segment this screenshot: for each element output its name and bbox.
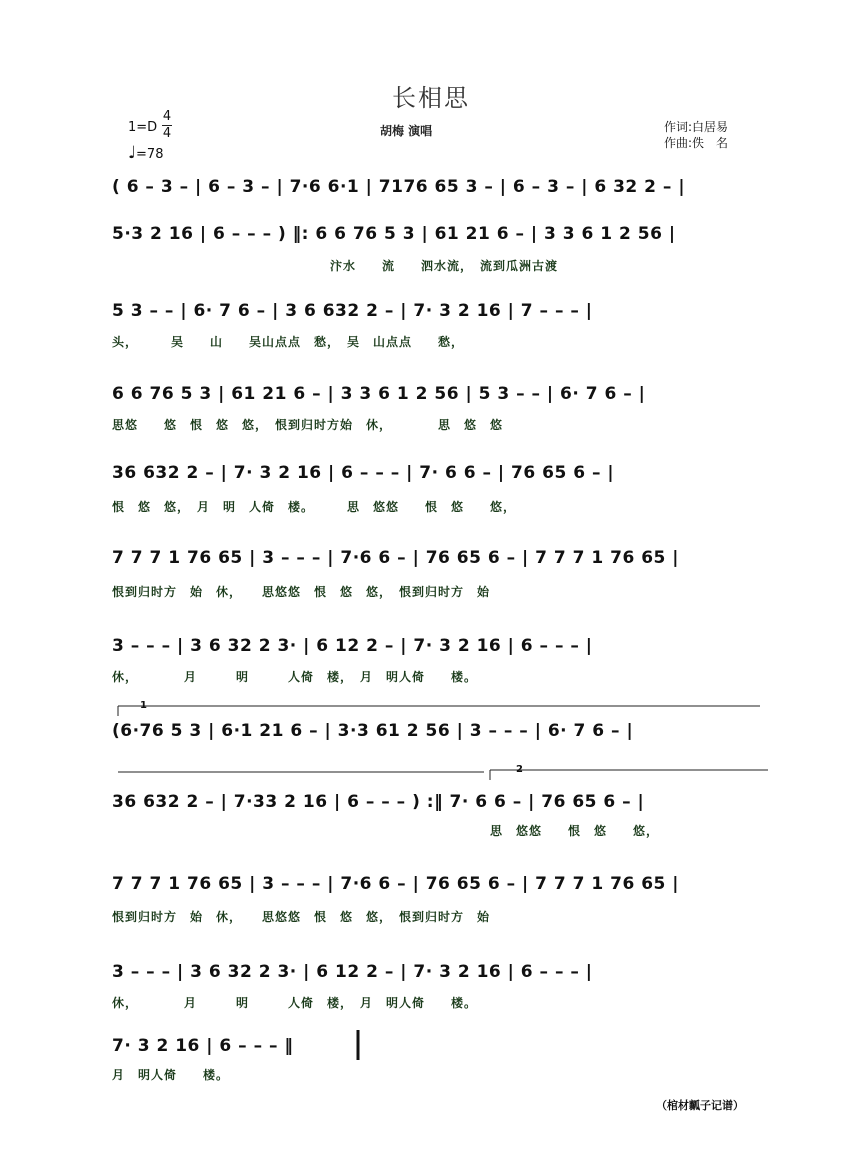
score-row-11: 3 – – – | 3 6 32 2 3· | 6 12 2 – | 7· 3 2 16 | 6 – – – | — [112, 962, 593, 982]
score-row-1: ( 6 – 3 – | 6 – 3 – | 7·6 6·1 | 7176 65 3 – | 6 – 3 – | 6 32 2 – | — [112, 177, 686, 197]
score-row-4: 6 6 76 5 3 | 61 21 6 – | 3 3 6 1 2 56 | 5 3 – – | 6· 7 6 – | — [112, 384, 646, 404]
lyric-row-4: 思悠 悠 恨 悠 悠， 恨到归时方始 休， 思 悠 悠 — [112, 418, 504, 432]
lyric-row-3: 头， 吴 山 吴山点点 愁， 吴 山点点 愁， — [112, 335, 465, 349]
lyric-row-6: 恨到归时方 始 休， 思悠悠 恨 悠 悠， 恨到归时方 始 — [112, 585, 491, 599]
quarter-note-icon: ♩ — [128, 143, 137, 163]
score-row-9: 36 632 2 – | 7·33 2 16 | 6 – – – ) :‖ 7· 6 6 – | 76 65 6 – | — [112, 792, 645, 812]
page-title: 长相思 — [392, 84, 470, 112]
score-row-2: 5·3 2 16 | 6 – – – ) ‖: 6 6 76 5 3 | 61 21 6 – | 3 3 6 1 2 56 | — [112, 224, 676, 244]
volta-2-bracket — [490, 770, 768, 780]
volta-2-label: 2 — [516, 764, 523, 775]
tempo-value: =78 — [136, 147, 164, 162]
volta-1-label: 1 — [140, 700, 147, 711]
lyric-row-10: 恨到归时方 始 休， 思悠悠 恨 悠 悠， 恨到归时方 始 — [112, 910, 491, 924]
volta-1-bracket — [118, 706, 760, 716]
score-row-10: 7 7 7 1 76 65 | 3 – – – | 7·6 6 – | 76 65 6 – | 7 7 7 1 76 65 | — [112, 874, 680, 894]
transcriber-credit: （棺材瓤子记谱） — [656, 1099, 744, 1112]
score-row-3: 5 3 – – | 6· 7 6 – | 3 6 632 2 – | 7· 3 2 16 | 7 – – – | — [112, 301, 593, 321]
lyric-row-9: 思 悠悠 恨 悠 悠， — [490, 824, 660, 838]
score-row-5: 36 632 2 – | 7· 3 2 16 | 6 – – – | 7· 6 6 – | 76 65 6 – | — [112, 463, 615, 483]
key-signature: 1=D — [128, 120, 158, 135]
lyric-row-11: 休， 月 明 人倚 楼， 月 明人倚 楼。 — [112, 996, 478, 1010]
singer-credit: 胡梅 演唱 — [380, 124, 433, 138]
time-signature-bottom: 4 — [162, 126, 172, 141]
lyric-row-7: 休， 月 明 人倚 楼， 月 明人倚 楼。 — [112, 670, 478, 684]
score-row-8: (6·76 5 3 | 6·1 21 6 – | 3·3 61 2 56 | 3 – – – | 6· 7 6 – | — [112, 721, 634, 741]
score-row-12: 7· 3 2 16 | 6 – – – ‖ — [112, 1036, 294, 1056]
composer-credit: 作曲:佚 名 — [664, 136, 729, 150]
score-row-6: 7 7 7 1 76 65 | 3 – – – | 7·6 6 – | 76 65 6 – | 7 7 7 1 76 65 | — [112, 548, 680, 568]
lyric-row-12: 月 明人倚 楼。 — [112, 1068, 230, 1082]
lyric-row-5: 恨 悠 悠， 月 明 人倚 楼。 思 悠悠 恨 悠 悠， — [112, 500, 517, 514]
score-row-7: 3 – – – | 3 6 32 2 3· | 6 12 2 – | 7· 3 2 16 | 6 – – – | — [112, 636, 593, 656]
lyric-row-2: 汴水 流 泗水流， 流到瓜洲古渡 — [330, 259, 559, 273]
lyricist-credit: 作词:白居易 — [664, 120, 729, 134]
time-signature-top: 4 — [162, 109, 172, 124]
